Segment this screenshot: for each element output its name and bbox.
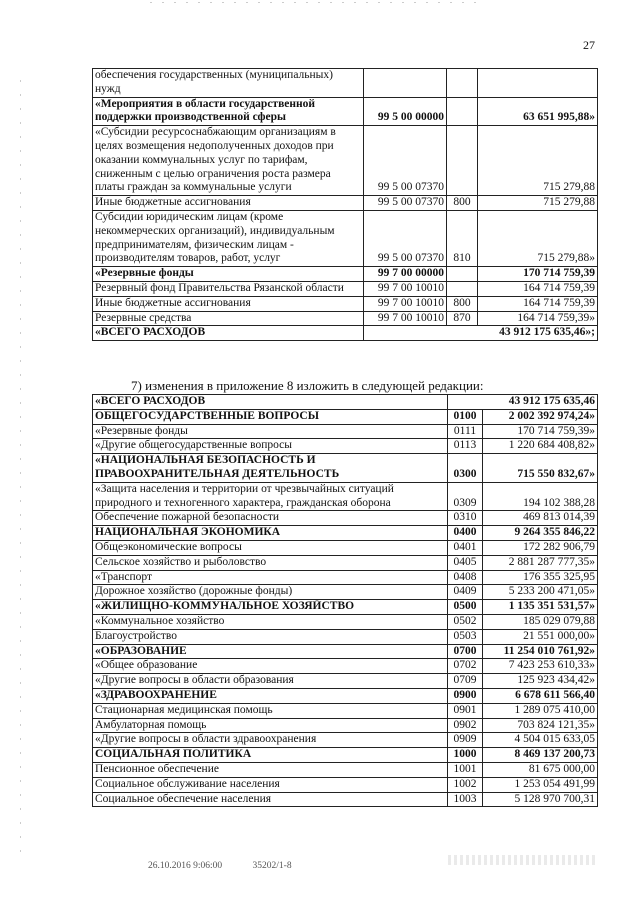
row-expense-type bbox=[447, 281, 478, 296]
row-name: обеспечения государственных (муниципальных) нужд bbox=[93, 69, 364, 98]
row-expense-type bbox=[447, 126, 478, 196]
table-row bbox=[93, 196, 598, 211]
section-code: 0100 bbox=[448, 409, 483, 424]
scan-artifact-margin bbox=[20, 80, 21, 860]
row-code: 99 7 00 10010 bbox=[364, 296, 447, 311]
section-amount: 81 675 000,00 bbox=[483, 762, 598, 777]
row-expense-type bbox=[447, 267, 478, 282]
table-row bbox=[93, 703, 598, 718]
section-name: Дорожное хозяйство (дорожные фонды) bbox=[93, 585, 448, 600]
row-name: «Мероприятия в области государственной поддержки производственной сферы bbox=[93, 97, 364, 126]
table-row bbox=[93, 792, 598, 807]
scan-artifact-top bbox=[150, 2, 480, 3]
section-code: 0400 bbox=[448, 526, 483, 541]
total-amount: 43 912 175 635,46»; bbox=[364, 326, 598, 341]
table-row bbox=[93, 409, 598, 424]
section-name: Общеэкономические вопросы bbox=[93, 540, 448, 555]
section-code: 1003 bbox=[448, 792, 483, 807]
section-amount: 11 254 010 761,92» bbox=[483, 644, 598, 659]
section-name: «Транспорт bbox=[93, 570, 448, 585]
section-name: «Защита населения и территории от чрезвычайных ситуаций природного и техногенного характера, гражданская оборона bbox=[93, 482, 448, 511]
section-code: 1002 bbox=[448, 777, 483, 792]
section-code: 1001 bbox=[448, 762, 483, 777]
section-code: 0909 bbox=[448, 733, 483, 748]
section-amount: 7 423 253 610,33» bbox=[483, 659, 598, 674]
expenses-table-sections bbox=[92, 394, 598, 807]
section-amount: 469 813 014,39 bbox=[483, 511, 598, 526]
footer-doc-id: 35202/1-8 bbox=[252, 861, 292, 871]
section-name: «Резервные фонды bbox=[93, 424, 448, 439]
footer-datetime: 26.10.2016 9:06:00 bbox=[148, 861, 223, 871]
row-name: Субсидии юридическим лицам (кроме некоммерческих организаций), индивидуальным предпринимателям, физическим лицам - производителям товаров, работ, услуг bbox=[93, 210, 364, 266]
row-expense-type: 810 bbox=[447, 210, 478, 266]
row-expense-type: 800 bbox=[447, 196, 478, 211]
table-row bbox=[93, 296, 598, 311]
table-row bbox=[93, 644, 598, 659]
table-row bbox=[93, 570, 598, 585]
section-name: Стационарная медицинская помощь bbox=[93, 703, 448, 718]
section-amount: 1 289 075 410,00 bbox=[483, 703, 598, 718]
table-row bbox=[93, 629, 598, 644]
table-row bbox=[93, 267, 598, 282]
section-code: 0405 bbox=[448, 555, 483, 570]
section-name: ОБЩЕГОСУДАРСТВЕННЫЕ ВОПРОСЫ bbox=[93, 409, 448, 424]
row-name: Резервные средства bbox=[93, 311, 364, 326]
section-name: «НАЦИОНАЛЬНАЯ БЕЗОПАСНОСТЬ И ПРАВООХРАНИТЕЛЬНАЯ ДЕЯТЕЛЬНОСТЬ bbox=[93, 454, 448, 483]
section-code: 0500 bbox=[448, 600, 483, 615]
total-amount: 43 912 175 635,46 bbox=[448, 395, 598, 410]
section-code: 0111 bbox=[448, 424, 483, 439]
table-row bbox=[93, 439, 598, 454]
table-row bbox=[93, 482, 598, 511]
section-code: 0900 bbox=[448, 688, 483, 703]
total-label: «ВСЕГО РАСХОДОВ bbox=[93, 326, 364, 341]
section-amount: 21 551 000,00» bbox=[483, 629, 598, 644]
section-amount: 185 029 079,88 bbox=[483, 614, 598, 629]
row-name: «Субсидии ресурсоснабжающим организациям в целях возмещения недополученных доходов при оказании коммунальных услуг по тарифам, сниженным с целью ограничения роста размера платы граждан за коммунальные услуги bbox=[93, 126, 364, 196]
section-name: «Общее образование bbox=[93, 659, 448, 674]
table-row bbox=[93, 718, 598, 733]
section-amount: 176 355 325,95 bbox=[483, 570, 598, 585]
section-code: 0408 bbox=[448, 570, 483, 585]
section-name: Амбулаторная помощь bbox=[93, 718, 448, 733]
section-name: «Другие вопросы в области здравоохранения bbox=[93, 733, 448, 748]
row-amount: 715 279,88 bbox=[478, 196, 598, 211]
section-name: «Другие вопросы в области образования bbox=[93, 674, 448, 689]
row-code: 99 7 00 10010 bbox=[364, 311, 447, 326]
section-code: 0401 bbox=[448, 540, 483, 555]
section-amount: 125 923 434,42» bbox=[483, 674, 598, 689]
section-amount: 715 550 832,67» bbox=[483, 454, 598, 483]
table-row bbox=[93, 126, 598, 196]
footer bbox=[148, 861, 320, 871]
row-amount: 170 714 759,39 bbox=[478, 267, 598, 282]
row-name: «Резервные фонды bbox=[93, 267, 364, 282]
table-row bbox=[93, 540, 598, 555]
section-amount: 5 233 200 471,05» bbox=[483, 585, 598, 600]
section-name: Обеспечение пожарной безопасности bbox=[93, 511, 448, 526]
table-row bbox=[93, 600, 598, 615]
faint-stamp bbox=[448, 855, 598, 865]
row-expense-type: 800 bbox=[447, 296, 478, 311]
page-number: 27 bbox=[583, 38, 595, 52]
total-row bbox=[93, 326, 598, 341]
section-amount: 172 282 906,79 bbox=[483, 540, 598, 555]
section-name: «Коммунальное хозяйство bbox=[93, 614, 448, 629]
section-code: 0700 bbox=[448, 644, 483, 659]
total-row bbox=[93, 395, 598, 410]
section-amount: 2 881 287 777,35» bbox=[483, 555, 598, 570]
section-amount: 1 253 054 491,99 bbox=[483, 777, 598, 792]
row-amount: 63 651 995,88» bbox=[478, 97, 598, 126]
section-name: Социальное обеспечение населения bbox=[93, 792, 448, 807]
row-amount bbox=[478, 69, 598, 98]
row-code: 99 7 00 00000 bbox=[364, 267, 447, 282]
row-amount: 715 279,88» bbox=[478, 210, 598, 266]
row-code: 99 5 00 07370 bbox=[364, 210, 447, 266]
row-name: Иные бюджетные ассигнования bbox=[93, 196, 364, 211]
row-expense-type: 870 bbox=[447, 311, 478, 326]
section-code: 0300 bbox=[448, 454, 483, 483]
row-amount: 164 714 759,39» bbox=[478, 311, 598, 326]
row-code: 99 5 00 00000 bbox=[364, 97, 447, 126]
table-row bbox=[93, 281, 598, 296]
table-row bbox=[93, 748, 598, 763]
section-code: 0702 bbox=[448, 659, 483, 674]
table-row bbox=[93, 585, 598, 600]
section-amount: 170 714 759,39» bbox=[483, 424, 598, 439]
row-amount: 715 279,88 bbox=[478, 126, 598, 196]
section-code: 0709 bbox=[448, 674, 483, 689]
section-name: Благоустройство bbox=[93, 629, 448, 644]
row-name: Резервный фонд Правительства Рязанской области bbox=[93, 281, 364, 296]
table-row bbox=[93, 659, 598, 674]
table-row bbox=[93, 777, 598, 792]
row-expense-type bbox=[447, 69, 478, 98]
section-amount: 1 220 684 408,82» bbox=[483, 439, 598, 454]
row-code bbox=[364, 69, 447, 98]
table-row bbox=[93, 511, 598, 526]
section-name: «ЗДРАВООХРАНЕНИЕ bbox=[93, 688, 448, 703]
table-row bbox=[93, 526, 598, 541]
table-row bbox=[93, 210, 598, 266]
section-amount: 2 002 392 974,24» bbox=[483, 409, 598, 424]
section-code: 0902 bbox=[448, 718, 483, 733]
section-name: Пенсионное обеспечение bbox=[93, 762, 448, 777]
section-amount: 9 264 355 846,22 bbox=[483, 526, 598, 541]
table-row bbox=[93, 555, 598, 570]
section-amount: 8 469 137 200,73 bbox=[483, 748, 598, 763]
section-name: Сельское хозяйство и рыболовство bbox=[93, 555, 448, 570]
expenses-table-top bbox=[92, 68, 598, 341]
table-row bbox=[93, 762, 598, 777]
table-row bbox=[93, 97, 598, 126]
section-code: 0901 bbox=[448, 703, 483, 718]
section-code: 1000 bbox=[448, 748, 483, 763]
section-amount: 194 102 388,28 bbox=[483, 482, 598, 511]
row-code: 99 5 00 07370 bbox=[364, 126, 447, 196]
section-code: 0309 bbox=[448, 482, 483, 511]
table-row bbox=[93, 688, 598, 703]
section-amount: 6 678 611 566,40 bbox=[483, 688, 598, 703]
section-name: НАЦИОНАЛЬНАЯ ЭКОНОМИКА bbox=[93, 526, 448, 541]
row-code: 99 7 00 10010 bbox=[364, 281, 447, 296]
section-name: «ОБРАЗОВАНИЕ bbox=[93, 644, 448, 659]
section-amount: 4 504 015 633,05 bbox=[483, 733, 598, 748]
section-code: 0310 bbox=[448, 511, 483, 526]
section-name: Социальное обслуживание населения bbox=[93, 777, 448, 792]
section-name: «ЖИЛИЩНО-КОММУНАЛЬНОЕ ХОЗЯЙСТВО bbox=[93, 600, 448, 615]
section-amount: 5 128 970 700,31 bbox=[483, 792, 598, 807]
section-name: «Другие общегосударственные вопросы bbox=[93, 439, 448, 454]
section-name: СОЦИАЛЬНАЯ ПОЛИТИКА bbox=[93, 748, 448, 763]
section-code: 0502 bbox=[448, 614, 483, 629]
section-amount: 703 824 121,35» bbox=[483, 718, 598, 733]
row-amount: 164 714 759,39 bbox=[478, 296, 598, 311]
section-code: 0409 bbox=[448, 585, 483, 600]
row-code: 99 5 00 07370 bbox=[364, 196, 447, 211]
row-name: Иные бюджетные ассигнования bbox=[93, 296, 364, 311]
row-amount: 164 714 759,39 bbox=[478, 281, 598, 296]
total-label: «ВСЕГО РАСХОДОВ bbox=[93, 395, 448, 410]
table-row bbox=[93, 733, 598, 748]
table-row bbox=[93, 69, 598, 98]
table-row bbox=[93, 614, 598, 629]
row-expense-type bbox=[447, 97, 478, 126]
section-code: 0113 bbox=[448, 439, 483, 454]
amendment-paragraph: 7) изменения в приложение 8 изложить в следующей редакции: bbox=[131, 378, 484, 393]
table-row bbox=[93, 674, 598, 689]
table-row bbox=[93, 311, 598, 326]
table-row bbox=[93, 454, 598, 483]
table-row bbox=[93, 424, 598, 439]
section-code: 0503 bbox=[448, 629, 483, 644]
section-amount: 1 135 351 531,57» bbox=[483, 600, 598, 615]
